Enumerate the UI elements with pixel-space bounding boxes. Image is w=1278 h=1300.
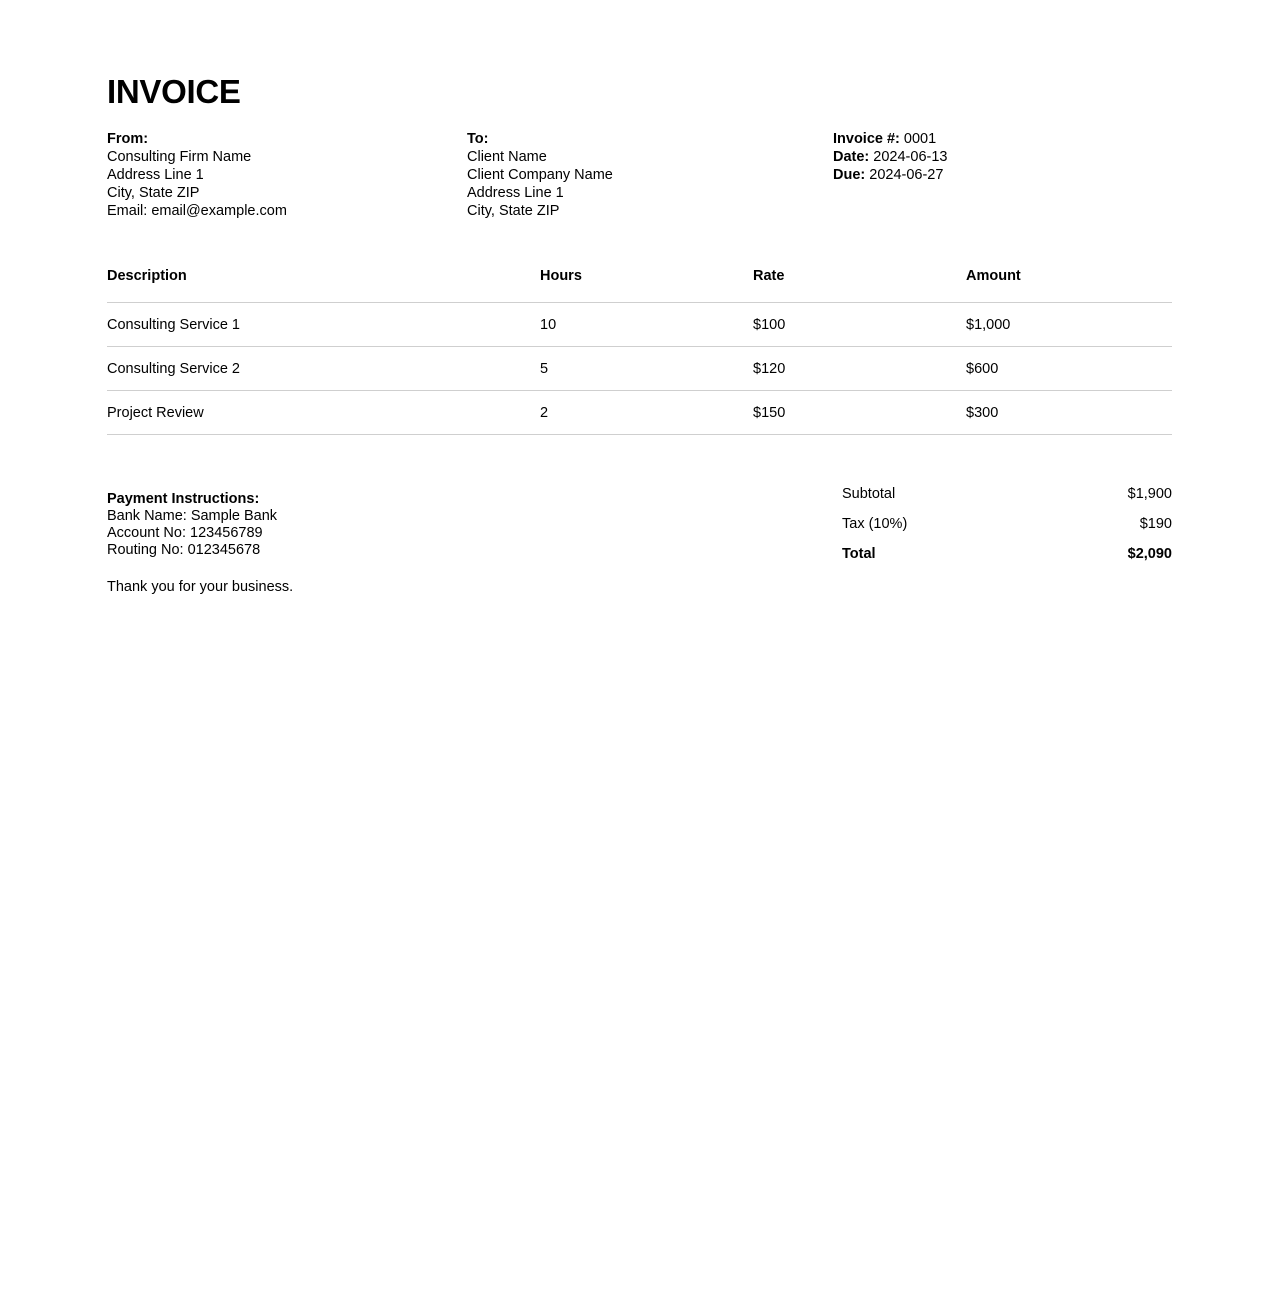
from-line-2: Address Line 1 [107, 167, 204, 183]
invoice-meta-block [833, 130, 1173, 184]
invoice-footer [107, 486, 1172, 621]
from-block [107, 130, 457, 220]
invoice-due-row [833, 166, 1173, 184]
cell-hours: 2 [540, 391, 753, 435]
table-row [107, 391, 1172, 435]
column-header-rate: Rate [753, 258, 966, 303]
invoice-number-label: Invoice #: [833, 131, 900, 147]
cell-description: Consulting Service 1 [107, 303, 540, 347]
invoice-number-value: 0001 [899, 131, 937, 147]
invoice-date-row [833, 148, 1173, 166]
to-block [467, 130, 817, 220]
to-line-2: Client Company Name [467, 167, 613, 183]
to-label: To: [467, 131, 489, 147]
cell-rate: $100 [753, 303, 966, 347]
table-row [107, 347, 1172, 391]
cell-rate: $120 [753, 347, 966, 391]
from-line-4-email: Email: email@example.com [107, 203, 287, 219]
cell-amount: $600 [966, 347, 1172, 391]
payment-instructions-title: Payment Instructions: [107, 491, 260, 507]
invoice-due-value: 2024-06-27 [865, 167, 944, 183]
column-header-description: Description [107, 258, 540, 303]
from-label: From: [107, 131, 149, 147]
payment-bank-name: Bank Name: Sample Bank [107, 508, 278, 524]
subtotal-label: Subtotal [842, 486, 896, 502]
column-header-hours: Hours [540, 258, 753, 303]
invoice-date-label: Date: [833, 149, 870, 165]
table-header-row [107, 258, 1172, 303]
tax-value: $190 [1139, 516, 1172, 532]
page-title: INVOICE [107, 73, 241, 110]
payment-routing-number: Routing No: 012345678 [107, 542, 261, 558]
cell-amount: $300 [966, 391, 1172, 435]
column-header-amount: Amount [966, 258, 1172, 303]
from-line-1: Consulting Firm Name [107, 149, 252, 165]
invoice-sheet [107, 75, 1172, 621]
cell-hours: 5 [540, 347, 753, 391]
total-value: $2,090 [1127, 546, 1172, 562]
from-line-3: City, State ZIP [107, 185, 200, 201]
parties-section [107, 130, 1172, 226]
cell-description: Consulting Service 2 [107, 347, 540, 391]
table-row [107, 303, 1172, 347]
totals-row-total [842, 539, 1172, 569]
totals-table [842, 479, 1172, 569]
invoice-date-value: 2024-06-13 [869, 149, 948, 165]
to-line-4: City, State ZIP [467, 203, 560, 219]
tax-label: Tax (10%) [842, 516, 908, 532]
cell-description: Project Review [107, 391, 540, 435]
totals-row-tax [842, 509, 1172, 539]
to-line-1: Client Name [467, 149, 547, 165]
to-line-3: Address Line 1 [467, 185, 564, 201]
totals-row-subtotal [842, 479, 1172, 509]
payment-account-number: Account No: 123456789 [107, 525, 263, 541]
cell-amount: $1,000 [966, 303, 1172, 347]
cell-rate: $150 [753, 391, 966, 435]
thank-you-note: Thank you for your business. [107, 579, 294, 595]
invoice-number-row [833, 130, 1173, 148]
total-label: Total [842, 546, 876, 562]
line-items-table [107, 258, 1172, 435]
cell-hours: 10 [540, 303, 753, 347]
invoice-due-label: Due: [833, 167, 866, 183]
payment-instructions-block [107, 491, 707, 559]
subtotal-value: $1,900 [1127, 486, 1172, 502]
